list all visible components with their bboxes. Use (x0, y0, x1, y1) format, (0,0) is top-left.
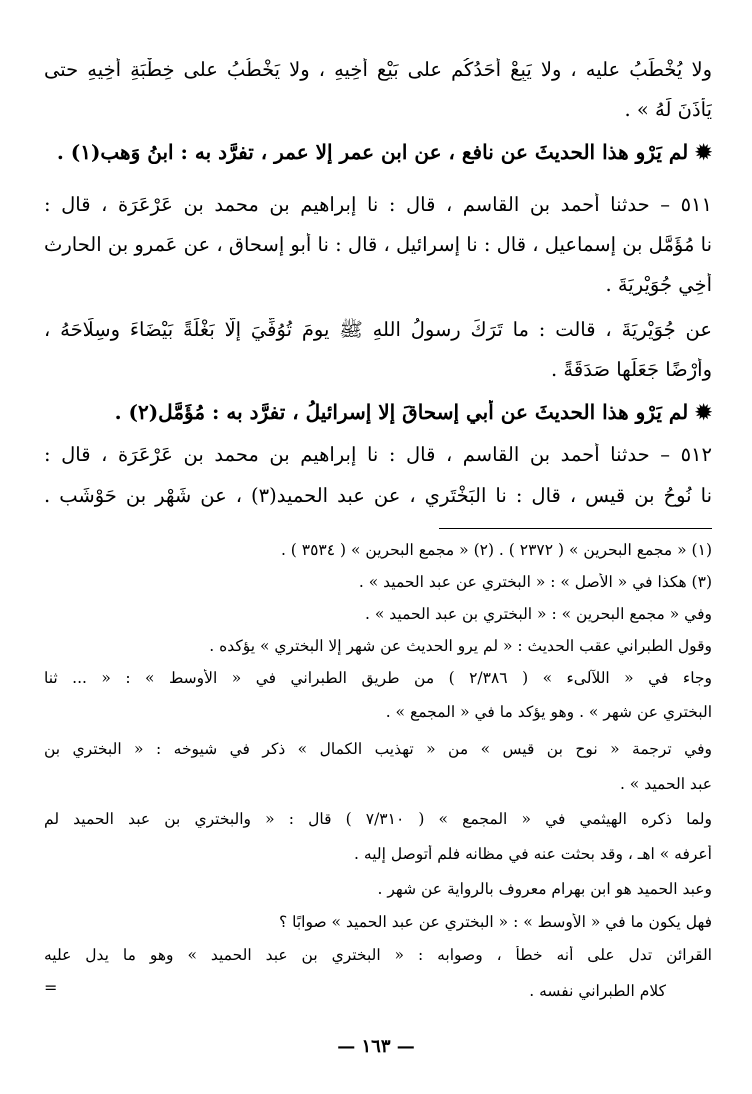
footnote-3-line-6: وفي ترجمة « نوح بن قيس » من « تهذيب الكمال » ذكر في شيوخه : « البختري بن (44, 740, 712, 758)
footnote-3-line-8: ولما ذكره الهيثمي في « المجمع » ( ٧/٣١٠ ) قال : « والبختري بن عبد الحميد لم (44, 810, 712, 828)
main-line-1: ولا يُخْطَبُ عليه ، ولا يَبِعْ أَحَدُكُم على بَيْعِ أَخِيهِ ، ولا يَخْطُبُ على خِطْبَةِ أَخِيهِ حتى (44, 58, 712, 81)
footnote-3-line-1: (٣) هكذا في « الأصل » : « البختري عن عبد الحميد » . (358, 573, 712, 591)
footnote-3-line-11: فهل يكون ما في « الأوسط » : « البختري عن عبد الحميد » صوابًا ؟ (278, 913, 712, 931)
hadith-511-isnad-line-2: نا مُؤَمَّل بن إسماعيل ، قال : نا إسرائيل ، قال : نا أبو إسحاق ، عن عَمرو بن الحارث (44, 233, 712, 256)
footnote-3-line-4: وجاء في « اللآلىء » ( ٢/٣٨٦ ) من طريق الطبراني في « الأوسط » : « ... ثنا (44, 669, 712, 687)
continuation-mark: = (44, 978, 58, 997)
hadith-512-isnad-line-1: ٥١٢ – حدثنا أحمد بن القاسم ، قال : نا إبراهيم بن محمد بن عَرْعَرَة ، قال : (44, 443, 712, 466)
footnote-3-line-5: البختري عن شهر » . وهو يؤكد ما في « المجمع » . (385, 703, 712, 721)
hadith-511-matn-line-2: وأَرْضًا جَعَلَها صَدَقَةً . (551, 358, 712, 381)
footnote-3-line-3: وقول الطبراني عقب الحديث : « لم يرو الحديث عن شهر إلا البختري » يؤكده . (209, 637, 712, 655)
main-line-2: يَأْذَنَ لَهُ » . (624, 98, 712, 121)
footnote-3-line-10: وعبد الحميد هو ابن بهرام معروف بالرواية عن شهر . (377, 880, 712, 898)
hadith-note-heading-2: ✹ لم يَرْوِ هذا الحديثَ عن أبي إسحاقَ إلا إسرائيلُ ، تفرَّد به : مُؤَمَّل(٢) . (114, 400, 712, 424)
hadith-511-matn-line-1: عن جُوَيْرِيَةَ ، قالت : ما تَرَكَ رسولُ اللهِ ﷺ يومَ تُوُفِّيَ إِلَّا بَغْلَةً بَيْضَاءَ وسِلَاحَهُ ، (44, 318, 712, 341)
hadith-note-heading-1: ✹ لم يَرْوِ هذا الحديثَ عن نافع ، عن ابن عمر إلا عمر ، تفرَّد به : ابنُ وَهب(١) . (56, 140, 712, 164)
footnote-3-line-13: كلام الطبراني نفسه . (529, 982, 666, 1000)
hadith-512-isnad-line-2: نا نُوحُ بن قيس ، قال : نا البَخْتَري ، عن عبد الحميد(٣) ، عن شَهْر بن حَوْشَب . (44, 484, 712, 507)
hadith-511-isnad-line-1: ٥١١ – حدثنا أحمد بن القاسم ، قال : نا إبراهيم بن محمد بن عَرْعَرَة ، قال : (44, 193, 712, 216)
footnote-3-line-12: القرائن تدل على أنه خطأ ، وصوابه : « البختري بن عبد الحميد » وهو ما يدل عليه (44, 946, 712, 964)
footnote-divider (439, 528, 712, 529)
hadith-511-isnad-line-3: أَخِي جُوَيْرِيَةَ . (605, 273, 712, 296)
footnote-1-2: (١) « مجمع البحرين » ( ٢٣٧٢ ) . (٢) « مجمع البحرين » ( ٣٥٣٤ ) . (280, 541, 712, 559)
footnote-3-line-9: أعرفه » اهـ ، وقد بحثت عنه في مظانه فلم أتوصل إليه . (354, 845, 712, 863)
footnote-3-line-2: وفي « مجمع البحرين » : « البختري بن عبد الحميد » . (365, 605, 712, 623)
footnote-3-line-7: عبد الحميد » . (619, 775, 712, 793)
page-number: — ١٦٣ — (337, 1036, 415, 1057)
